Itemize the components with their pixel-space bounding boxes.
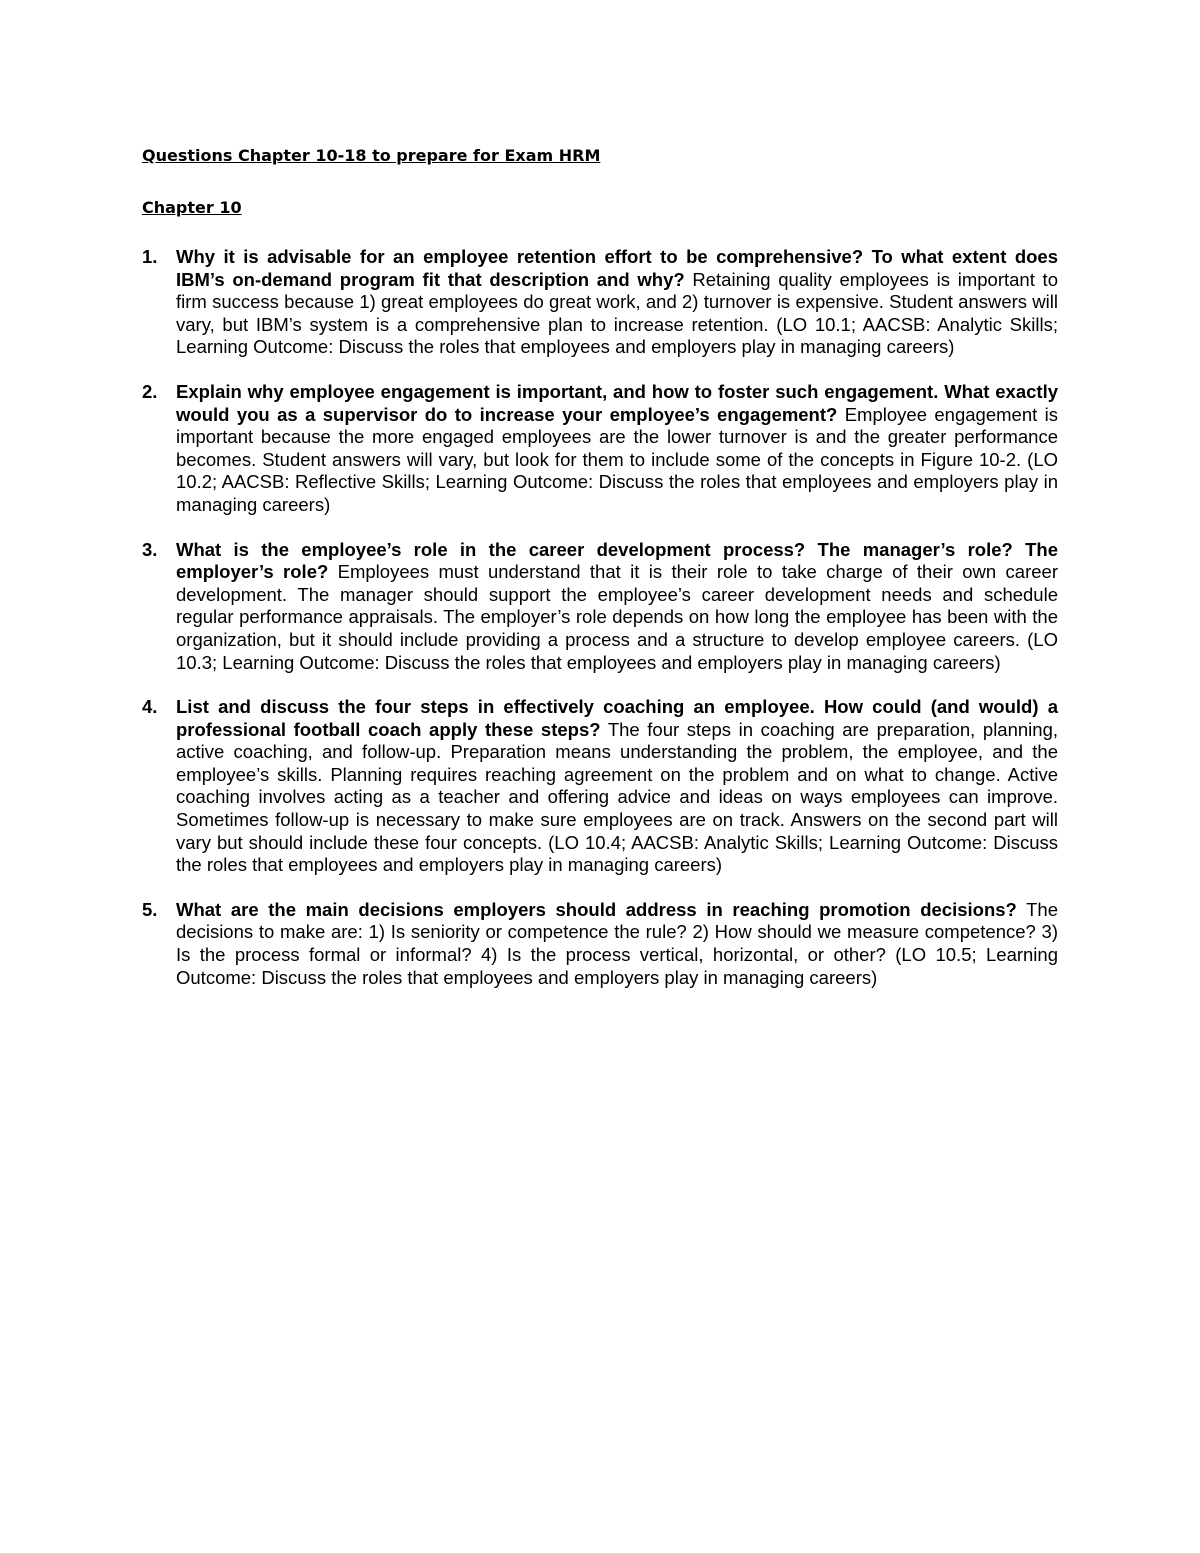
answer-text: The decisions to make are: 1) Is seniority or competence the rule? 2) How should we measure competence? 3) Is the process formal or informal? 4) Is the process vertical, horizontal, or other? (LO 10.5; Learning Outcome: Discuss the roles that employees and employers play in managing careers) bbox=[176, 898, 1059, 988]
question-text: Why it is advisable for an employee retention effort to be comprehensive? To what extent does IBM’s on-demand program fit that description and why? bbox=[176, 246, 1058, 290]
question-number: 3. bbox=[142, 538, 158, 560]
answer-text: The four steps in coaching are preparation, planning, active coaching, and follow-up. Preparation means understanding the problem, the employee, and the employee’s skills. Planning requires reaching agreement on the problem and on what to change. Active coaching involves acting as a teacher and offering advice and ideas on ways employees can improve. Sometimes follow-up is necessary to make sure employees are on track. Answers on the second part will vary but should include these four concepts. (LO 10.4; AACSB: Analytic Skills; Learning Outcome: Discuss the roles that employees and employers play in managing careers) bbox=[176, 718, 1059, 876]
question-number: 4. bbox=[142, 696, 158, 718]
question-number: 1. bbox=[142, 246, 158, 267]
question-item bbox=[0, 539, 1200, 675]
question-body bbox=[176, 381, 1058, 517]
question-item bbox=[0, 381, 1200, 517]
question-body bbox=[176, 696, 1058, 877]
question-body bbox=[176, 539, 1058, 675]
question-number: 5. bbox=[142, 898, 158, 920]
question-list bbox=[0, 246, 1200, 1011]
answer-text: Employees must understand that it is their role to take charge of their own career development. The manager should support the employee’s career development needs and schedule regular performance appraisals. The employer’s role depends on how long the employee has been with the organization, but it should include providing a process and a structure to develop employee careers. (LO 10.3; Learning Outcome: Discuss the roles that employees and employers play in managing careers) bbox=[176, 561, 1058, 673]
document-title: Questions Chapter 10-18 to prepare for Exam HRM bbox=[142, 146, 601, 165]
answer-text: Employee engagement is important because the more engaged employees are the lower turnover is and the greater performance becomes. Student answers will vary, but look for them to include some of the concepts in Figure 10-2. (LO 10.2; AACSB: Reflective Skills; Learning Outcome: Discuss the roles that employees and employers play in managing careers) bbox=[176, 403, 1058, 515]
chapter-heading: Chapter 10 bbox=[142, 198, 242, 217]
question-text: What are the main decisions employers should address in reaching promotion decisions? bbox=[176, 898, 1017, 920]
question-body bbox=[176, 246, 1058, 359]
question-item bbox=[0, 899, 1200, 989]
question-item bbox=[0, 246, 1200, 359]
question-item bbox=[0, 696, 1200, 877]
question-body bbox=[176, 899, 1058, 989]
answer-text: Retaining quality employees is important to firm success because 1) great employees do great work, and 2) turnover is expensive. Student answers will vary, but IBM’s system is a comprehensive plan to increase retention. (LO 10.1; AACSB: Analytic Skills; Learning Outcome: Discuss the roles that employees and employers play in managing careers) bbox=[176, 268, 1058, 358]
question-text: List and discuss the four steps in effectively coaching an employee. How could (and would) a professional football coach apply these steps? bbox=[176, 696, 1058, 740]
question-text: What is the employee’s role in the career development process? The manager’s role? The employer’s role? bbox=[176, 538, 1058, 583]
question-text: Explain why employee engagement is important, and how to foster such engagement. What exactly would you as a supervisor do to increase your employee’s engagement? bbox=[176, 380, 1058, 425]
question-number: 2. bbox=[142, 380, 158, 402]
